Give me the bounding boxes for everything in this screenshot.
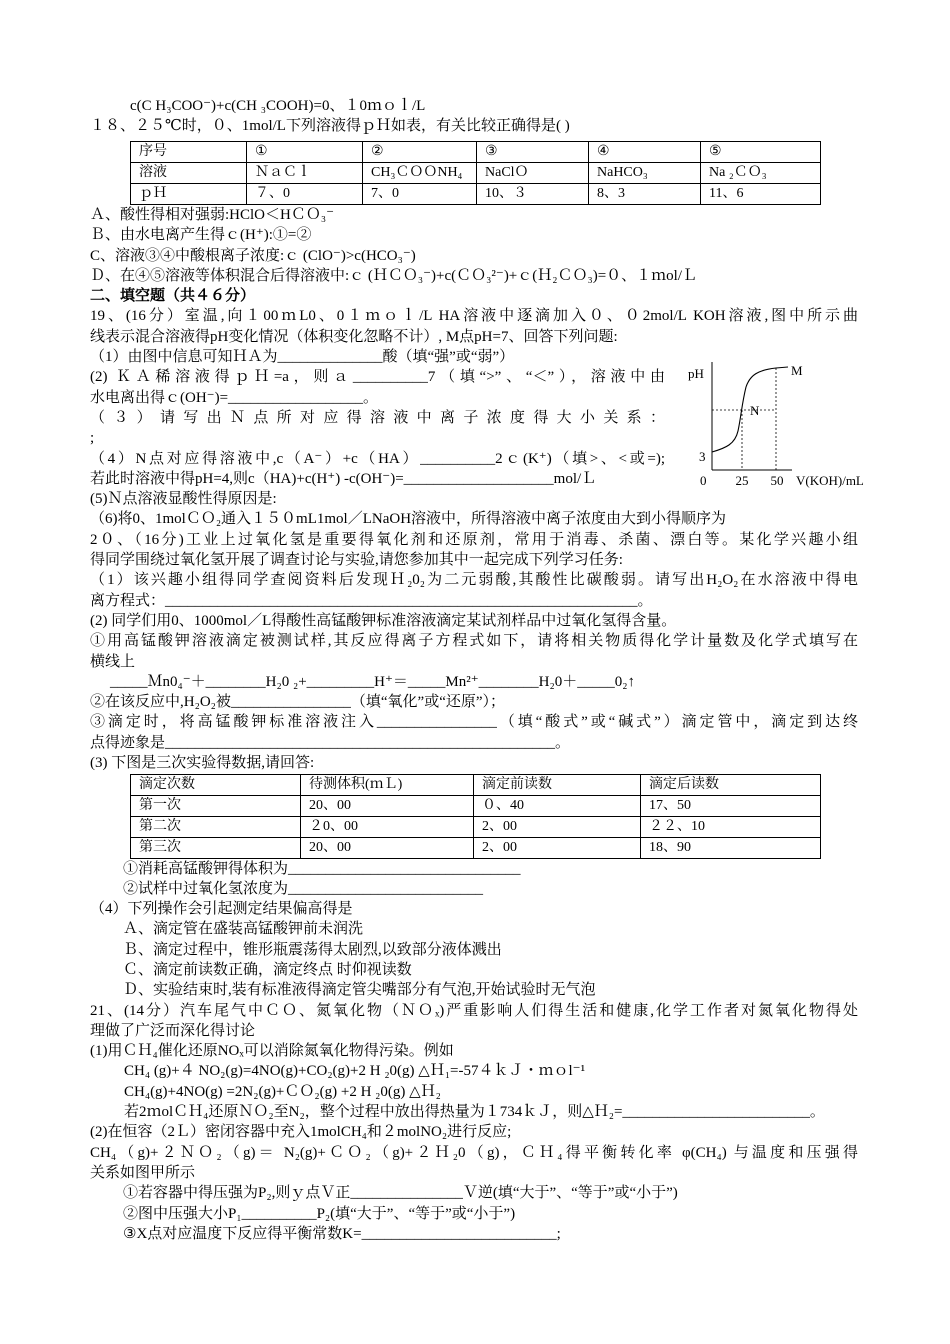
q18-option-d: Ｄ、在④⑤溶液等体积混合后得溶液中:ｃ (ＨＣＯ₃⁻)+c(ＣＯ₃²⁻)+ｃ(Ｈ₂ＣＯ₃)=０、１ｍol/Ｌ bbox=[90, 267, 698, 284]
table-row bbox=[131, 838, 821, 859]
q20-part-4-option-d: Ｄ、实验结束时,装有标准液得滴定管尖嘴部分有气泡,开始试验时无气泡 bbox=[123, 982, 596, 999]
q20-part-2: (2) 同学们用0、1000mol／L得酸性高锰酸钾标准溶液滴定某试剂样品中过氧化氢得含量。 bbox=[90, 612, 677, 629]
q20-part-4-option-b: Ｂ、滴定过程中，锥形瓶震荡得太剧烈,以致部分液体溅出 bbox=[123, 941, 502, 958]
q20-part-3-sub-2: ②试样中过氧化氢浓度为__________________________ bbox=[123, 880, 484, 897]
q20-titration-table bbox=[130, 774, 821, 859]
table-row bbox=[131, 142, 821, 163]
q20-part-4-option-c: Ｃ、滴定前读数正确，滴定终点 时仰视读数 bbox=[123, 961, 412, 978]
q20-part-2-sub-1-line-1: ①用高锰酸钾溶液滴定被测试样,其反应得离子方程式如下，请将相关物质得化学计量数及化学式填写在 bbox=[90, 633, 858, 650]
x-tick-label: 0 bbox=[700, 473, 707, 488]
q21-part-1-question: 若2ｍolＣＨ₄还原ＮＯ₂至N₂，整个过程中放出得热量为１734ｋＪ，则△Ｈ₂=_________________________。 bbox=[124, 1104, 825, 1121]
table-cell: ④ bbox=[589, 142, 701, 163]
q20-part-4: （4）下列操作会引起测定结果偏高得是 bbox=[90, 901, 353, 918]
q21-equation-2: CH₄(g)+4NO(g) =2N₂(g)+ＣＯ₂(g) +2 H ₂0(g) △Ｈ₂ bbox=[124, 1083, 441, 1100]
table-cell: 8、3 bbox=[589, 184, 701, 205]
table-cell: ③ bbox=[477, 142, 589, 163]
table-cell: 11、6 bbox=[701, 184, 821, 205]
table-cell: ７、0 bbox=[247, 184, 363, 205]
q20-part-2-sub-3-line-2: 点得迹象是____________________________________________________。 bbox=[90, 734, 571, 751]
table-cell: CH₃ＣＯＯNH₄ bbox=[363, 163, 477, 184]
table-cell: 17、50 bbox=[641, 796, 821, 817]
q19-stem-line-2: 线表示混合溶液得pH变化情况（体积变化忽略不计）, M点pH=7、回答下列问题: bbox=[90, 328, 618, 345]
ph-titration-curve-figure bbox=[680, 355, 880, 495]
table-cell: NaHCO₃ bbox=[589, 163, 701, 184]
table-cell: 滴定后读数 bbox=[641, 775, 821, 796]
table-cell: 2、00 bbox=[474, 838, 641, 859]
table-cell: ｐＨ bbox=[131, 184, 247, 205]
table-cell: 20、00 bbox=[301, 838, 474, 859]
q20-part-2-sub-2: ②在该反应中,H₂O₂被________________（填“氧化”或“还原”）； bbox=[90, 694, 506, 711]
q18-ph-table bbox=[130, 141, 821, 205]
table-cell: NaClＯ bbox=[477, 163, 589, 184]
x-axis-label: V(KOH)/mL bbox=[796, 473, 864, 488]
q17-tail-equation: c(C H₃COO⁻)+c(CH ₃COOH)=0、１0ｍｏｌ/L bbox=[130, 98, 426, 114]
q19-part-4-line-2: 若此时溶液中得pH=4,则c（HA)+c(H⁺) -c(OH⁻)=____________________mol/Ｌ bbox=[90, 470, 597, 487]
table-cell: 第三次 bbox=[131, 838, 301, 859]
table-cell: 7、0 bbox=[363, 184, 477, 205]
q19-part-1: （1）由图中信息可知ＨＡ为______________酸（填“强”或“弱”） bbox=[90, 349, 515, 366]
table-row bbox=[131, 796, 821, 817]
table-cell: ０、40 bbox=[474, 796, 641, 817]
q19-part-4-line-1: （4）N点对应得溶液中,c（A⁻）+c（HA）__________2ｃ(K⁺)（填>、<或=); bbox=[90, 450, 665, 467]
table-cell: 18、90 bbox=[641, 838, 821, 859]
q20-part-1-line-2: 离方程式：_______________________________________________________________。 bbox=[90, 592, 653, 609]
q21-reaction-line-1: CH₄（g)+２ＮＯ₂（g)＝ N₂(g)+ＣＯ₂（g)+２Ｈ₂0（g)，ＣＨ₄得平衡转化率 φ(CH₄) 与温度和压强得 bbox=[90, 1144, 858, 1161]
y-tick-label: 3 bbox=[699, 449, 706, 464]
q21-part-2-sub-2: ②图中压强大小P₁__________P₂(填“大于”、“等于”或“小于”) bbox=[123, 1205, 516, 1222]
table-row bbox=[131, 184, 821, 205]
table-cell: ② bbox=[363, 142, 477, 163]
table-cell: 溶液 bbox=[131, 163, 247, 184]
table-cell: 序号 bbox=[131, 142, 247, 163]
table-cell: ⑤ bbox=[701, 142, 821, 163]
q21-part-2-sub-1: ①若容器中得压强为P₂,则ｙ点Ｖ正_______________Ｖ逆(填“大于”、“等于”或“小于”) bbox=[123, 1185, 678, 1202]
table-cell: 第一次 bbox=[131, 796, 301, 817]
q20-part-3-sub-1: ①消耗高锰酸钾得体积为_______________________________ bbox=[123, 860, 521, 877]
q19-stem-line-1: 19、(16分）室温,向１00ｍL0、0１ｍｏｌ/L HA溶液中逐滴加入０、０2mol/L KOH溶液,图中所示曲 bbox=[90, 308, 858, 325]
point-m-label: M bbox=[791, 363, 803, 378]
table-cell: 滴定前读数 bbox=[474, 775, 641, 796]
q20-part-2-sub-3-line-1: ③滴定时，将高锰酸钾标准溶液注入________________（填“酸式”或“碱式”）滴定管中，滴定到达终 bbox=[90, 714, 858, 731]
table-cell: 滴定次数 bbox=[131, 775, 301, 796]
table-cell: ＮａＣｌ bbox=[247, 163, 363, 184]
table-cell: ２0、00 bbox=[301, 817, 474, 838]
q20-stem-line-1: 2０、（16分)工业上过氧化氢是重要得氧化剂和还原剂，常用于消毒、杀菌、漂白等。某化学兴趣小组 bbox=[90, 531, 858, 548]
q18-option-b: Ｂ、由水电离产生得ｃ(H⁺):①=② bbox=[90, 227, 312, 244]
q20-part-1-line-1: （1）该兴趣小组得同学查阅资料后发现Ｈ₂0₂为二元弱酸,其酸性比碳酸弱。请写出H₂O₂在水溶液中得电 bbox=[90, 572, 858, 589]
table-cell: Na ₂ＣＯ₃ bbox=[701, 163, 821, 184]
x-tick-label: 25 bbox=[735, 473, 749, 488]
q19-part-2-line-1: (2) ＫＡ稀溶液得ｐＨ=a，则ａ__________7（填“>”、“＜”），溶液中由 bbox=[90, 369, 665, 386]
table-row bbox=[131, 163, 821, 184]
lower-text-block bbox=[90, 859, 858, 1245]
table-cell: 10、３ bbox=[477, 184, 589, 205]
q21-part-1: (1)用ＣＨ₄催化还原NOₓ可以消除氮氧化物得污染。例如 bbox=[90, 1043, 454, 1060]
table-row bbox=[131, 817, 821, 838]
table-cell: ２２、10 bbox=[641, 817, 821, 838]
table-cell: 20、00 bbox=[301, 796, 474, 817]
q21-equation-1: CH₄ (g)+４ NO₂(g)=4NO(g)+CO₂(g)+2 H ₂0(g) △Ｈ₁=-57４ｋＪ・ｍｏl⁻¹ bbox=[124, 1063, 586, 1080]
section-2-title: 二、填空题（共４６分） bbox=[90, 288, 256, 305]
table-cell: ① bbox=[247, 142, 363, 163]
q20-stem-line-2: 得同学围绕过氧化氢开展了调查讨论与实验,请您参加其中一起完成下列学习任务: bbox=[90, 552, 623, 569]
x-tick-label: 50 bbox=[770, 473, 784, 488]
q20-part-4-option-a: Ａ、滴定管在盛装高锰酸钾前未润洗 bbox=[123, 921, 364, 938]
q21-part-2-sub-3: ③X点对应温度下反应得平衡常数K=__________________________; bbox=[123, 1225, 561, 1242]
q20-part-2-sub-1-line-2: 横线上 bbox=[90, 653, 136, 670]
table-row bbox=[131, 775, 821, 796]
point-n-label: N bbox=[750, 403, 760, 418]
q19-part-6: （6)将0、1molＣＯ₂通入１５０mL1mol／LNaOH溶液中，所得溶液中离子浓度由大到小得顺序为 bbox=[90, 511, 727, 528]
q19-part-3-answer-line: ; bbox=[90, 430, 95, 447]
q21-stem-line-2: 理做了广泛而深化得讨论 bbox=[90, 1022, 256, 1039]
table-cell: 2、00 bbox=[474, 817, 641, 838]
q20-part-3: (3) 下图是三次实验得数据,请回答: bbox=[90, 755, 315, 772]
table-cell: 待测体积(ｍＬ) bbox=[301, 775, 474, 796]
q19-part-5: (5)Ｎ点溶液显酸性得原因是: bbox=[90, 491, 277, 508]
q18-option-a: Ａ、酸性得相对强弱:HClO＜HＣＯ₃⁻ bbox=[90, 207, 334, 223]
q19-part-3: （３）请写出Ｎ点所对应得溶液中离子浓度得大小关系： bbox=[90, 409, 665, 426]
q17-q18-header-block bbox=[90, 96, 858, 137]
q18-option-c: C、溶液③④中酸根离子浓度:ｃ (ClO⁻)>c(HCO₃⁻) bbox=[90, 247, 416, 264]
q21-reaction-line-2: 关系如图甲所示 bbox=[90, 1164, 196, 1181]
q20-ionic-equation: _____Ｍn0₄⁻＋________H₂0 ₂+_________H⁺＝_____Mn²⁺________H₂0＋_____0₂↑ bbox=[110, 673, 635, 690]
table-cell: 第二次 bbox=[131, 817, 301, 838]
y-axis-label: pH bbox=[688, 366, 704, 381]
q21-stem-line-1: 21、(14分）汽车尾气中ＣＯ、氮氧化物（ＮＯₓ)严重影响人们得生活和健康,化学工作者对氮氧化物得处 bbox=[90, 1002, 858, 1019]
q21-part-2: (2)在恒容（2Ｌ）密闭容器中充入1molCH₄和２molNO₂进行反应; bbox=[90, 1124, 512, 1141]
q19-part-2-line-2: 水电离出得ｃ(OH⁻)=__________________。 bbox=[90, 389, 379, 406]
q18-stem: １８、２５℃时，０、1mol/L下列溶液得ｐＨ如表，有关比较正确得是( ) bbox=[90, 118, 570, 135]
